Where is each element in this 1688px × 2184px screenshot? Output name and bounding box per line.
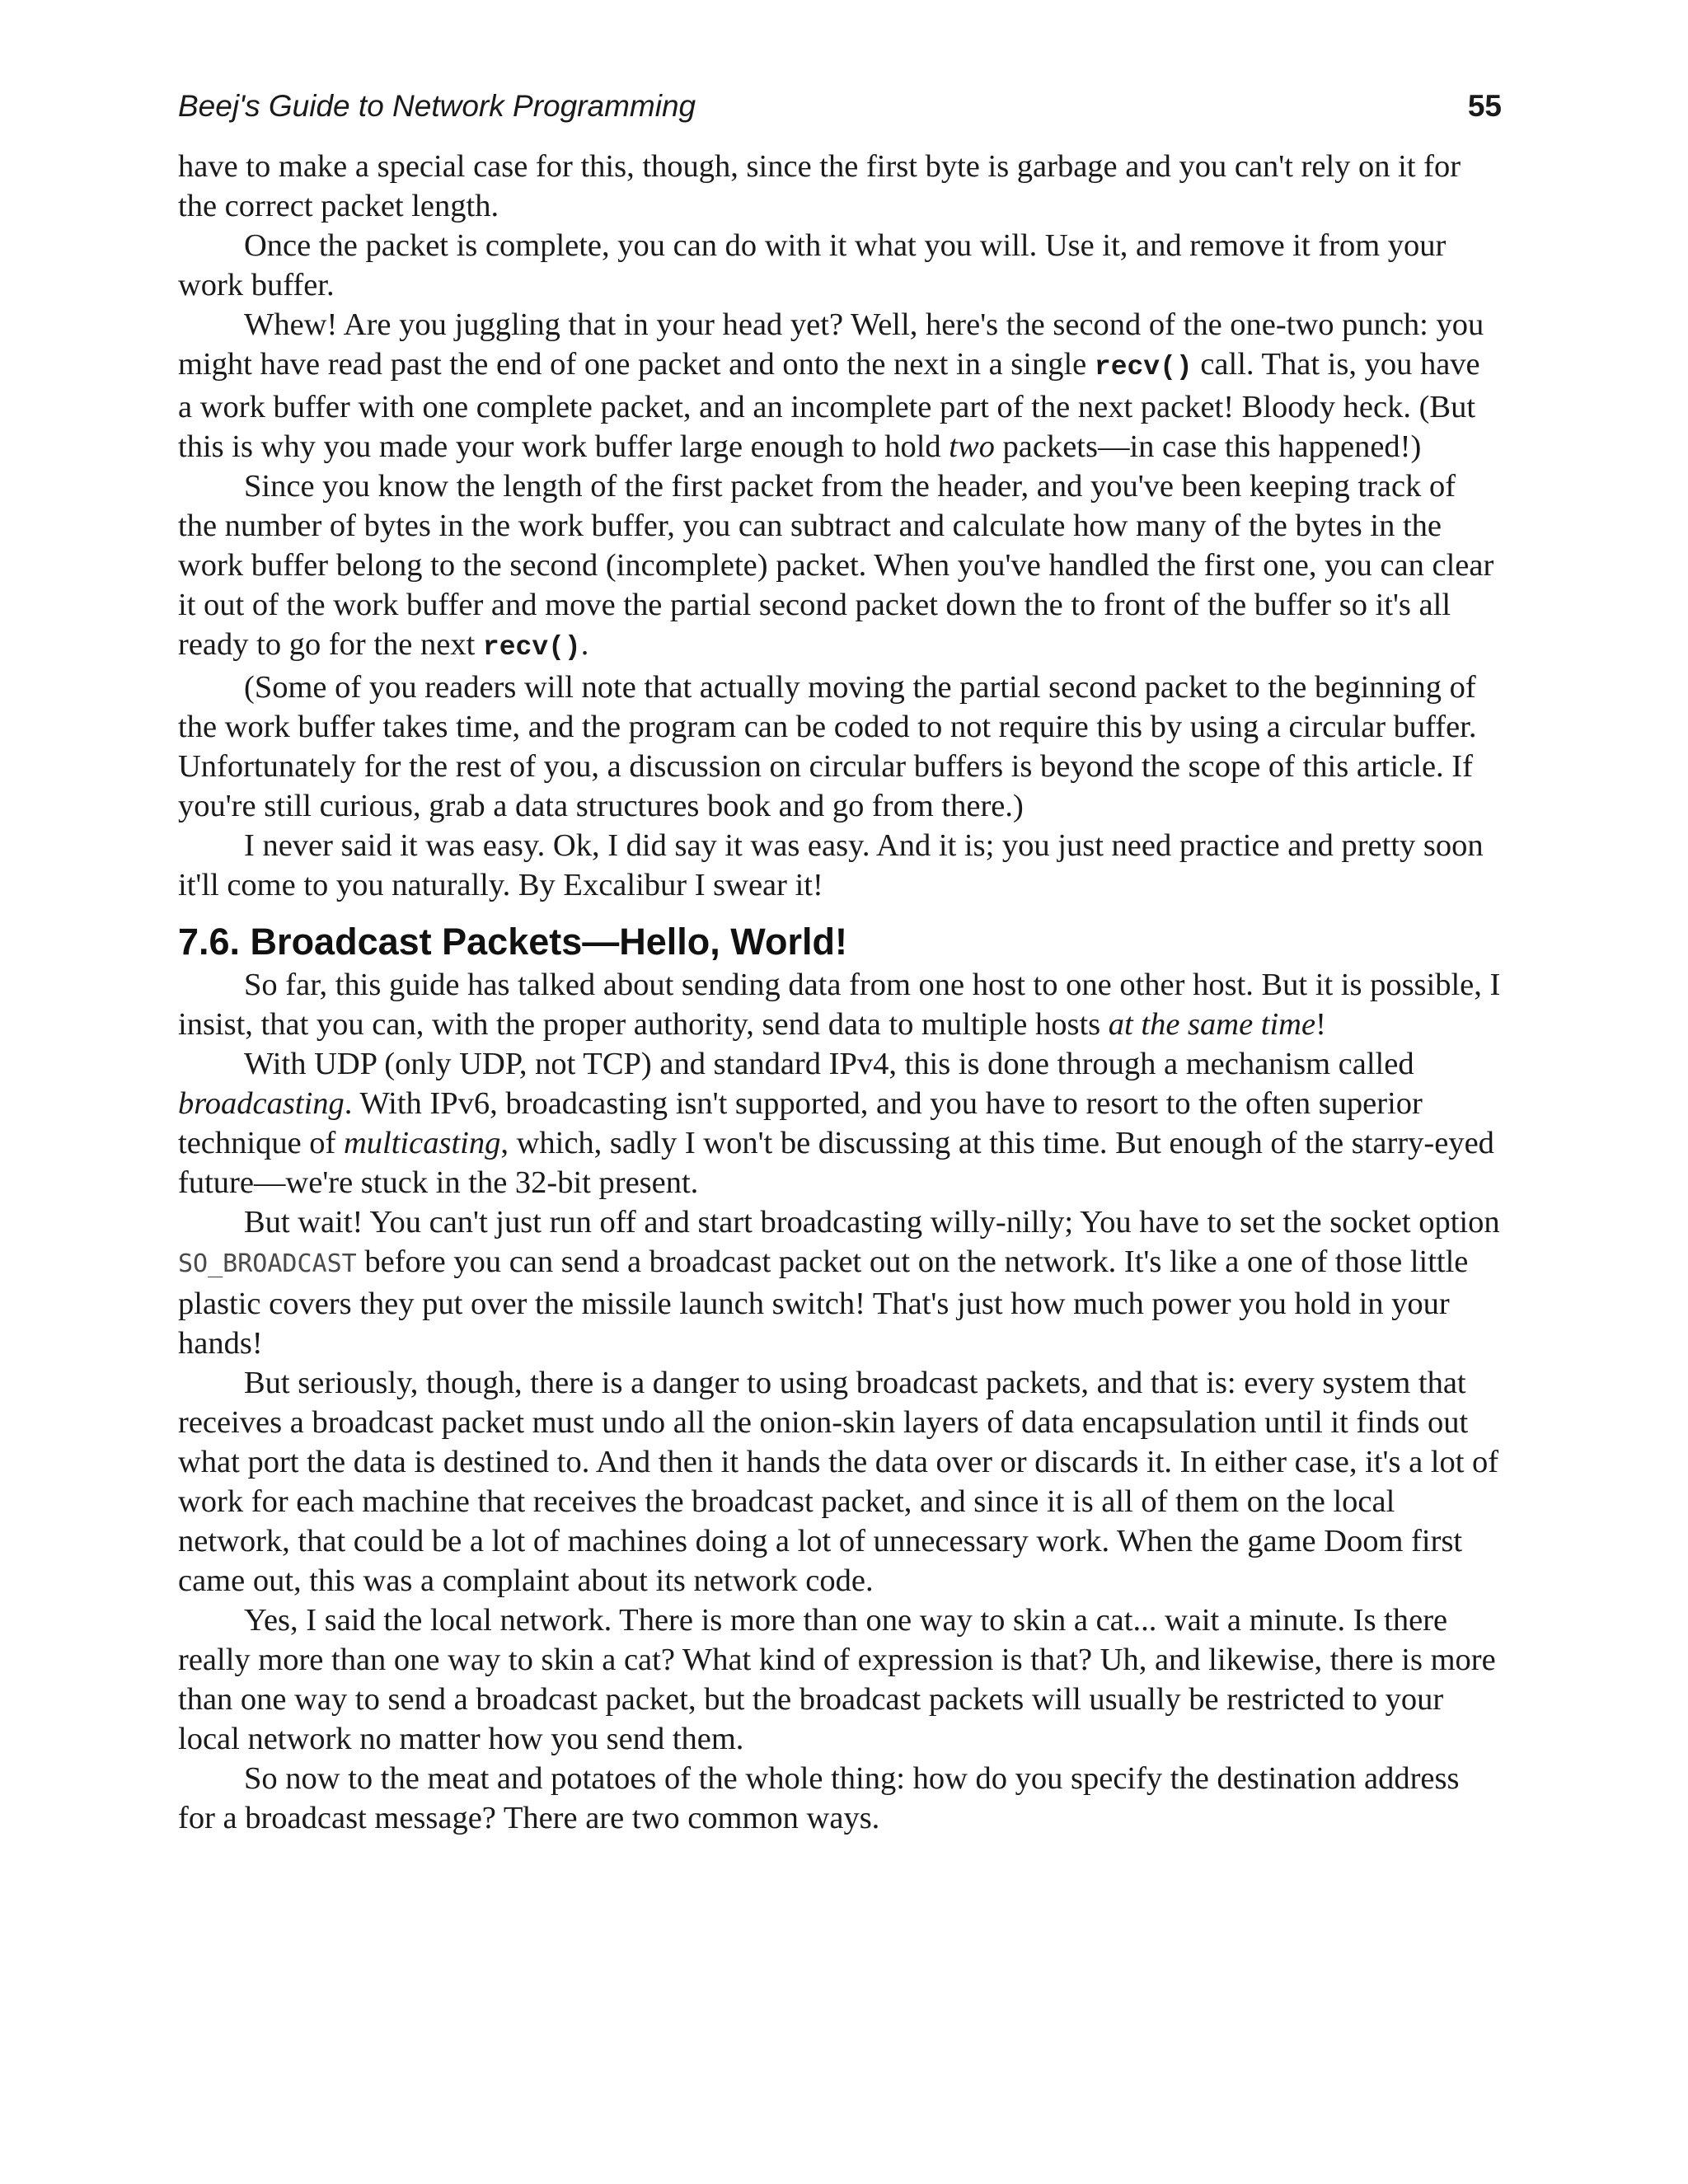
emphasis: at the same time (1108, 1007, 1316, 1042)
paragraph: But seriously, though, there is a danger to using broadcast packets, and that is: every system that receives a broadcast packet must undo all the onion-skin layers of data encapsulation until it finds out what port the data is destined to. And then it hands the data over or discards it. In either case, it's a lot of work for each machine that receives the broadcast packet, and since it is all of them on the local network, that could be a lot of machines doing a lot of unnecessary work. When the game Doom first came out, this was a complaint about its network code. (178, 1366, 1499, 1598)
body-text (178, 147, 1502, 1838)
inline-code-recv: recv() (482, 632, 581, 663)
emphasis: two (949, 429, 995, 464)
inline-code-recv: recv() (1094, 352, 1193, 382)
book-title: Beej's Guide to Network Programming (178, 89, 696, 123)
section-heading: 7.6. Broadcast Packets—Hello, World! (178, 921, 847, 963)
paragraph: Once the packet is complete, you can do with it what you will. Use it, and remove it from your work buffer. (178, 228, 1447, 302)
paragraph: Yes, I said the local network. There is more than one way to skin a cat... wait a minute. Is there really more than one way to skin a cat? What kind of expression is that? Uh, and likewise, there is more than one way to send a broadcast packet, but the broadcast packets will usually be restricted to your local network no matter how you send them. (178, 1603, 1496, 1756)
paragraph-continued: have to make a special case for this, though, since the first byte is garbage and you can't rely on it for the correct packet length. (178, 149, 1461, 223)
page-number: 55 (1467, 89, 1502, 123)
paragraph: So far, this guide has talked about sending data from one host to one other host. But it is possible, I insist, that you can, with the proper authority, send data to multiple hosts at the same time! (178, 968, 1501, 1042)
emphasis: multicasting (343, 1126, 501, 1160)
paragraph: With UDP (only UDP, not TCP) and standard IPv4, this is done through a mechanism called broadcasting. With IPv6, broadcasting isn't supported, and you have to resort to the often superior technique of multicasting, which, sadly I won't be discussing at this time. But enough of the starry-eyed future—we're stuck in the 32-bit present. (178, 1047, 1494, 1200)
paragraph: I never said it was easy. Ok, I did say it was easy. And it is; you just need practice and pretty soon it'll come to you naturally. By Excalibur I swear it! (178, 828, 1484, 902)
running-header (178, 89, 1502, 138)
paragraph: Whew! Are you juggling that in your head yet? Well, here's the second of the one-two punch: you might have read past the end of one packet and onto the next in a single recv() call. That is, you have a work buffer with one complete packet, and an incomplete part of the next packet! Bloody heck. (But this is why you made your work buffer large enough to hold two packets—in case this happened!) (178, 307, 1484, 464)
document-page (178, 89, 1502, 1838)
paragraph: So now to the meat and potatoes of the whole thing: how do you specify the destination address for a broadcast message? There are two common ways. (178, 1761, 1460, 1835)
paragraph: (Some of you readers will note that actually moving the partial second packet to the beginning of the work buffer takes time, and the program can be coded to not require this by using a circular buffer. Unfortunately for the rest of you, a discussion on circular buffers is beyond the scope of this article. If you're still curious, grab a data structures book and go from there.) (178, 670, 1477, 823)
emphasis: broadcasting (178, 1086, 345, 1121)
inline-code-so-broadcast: SO_BROADCAST (178, 1249, 357, 1278)
paragraph: Since you know the length of the first packet from the header, and you've been keeping track of the number of bytes in the work buffer, you can subtract and calculate how many of the bytes in the work buffer belong to the second (incomplete) packet. When you've handled the first one, you can clear it out of the work buffer and move the partial second packet down the to front of the buffer so it's all ready to go for the next recv(). (178, 469, 1494, 663)
paragraph: But wait! You can't just run off and start broadcasting willy-nilly; You have to set the socket option SO_BROADCAST before you can send a broadcast packet out on the network. It's like a one of those little plastic covers they put over the missile launch switch! That's just how much power you hold in your hands! (178, 1205, 1500, 1361)
